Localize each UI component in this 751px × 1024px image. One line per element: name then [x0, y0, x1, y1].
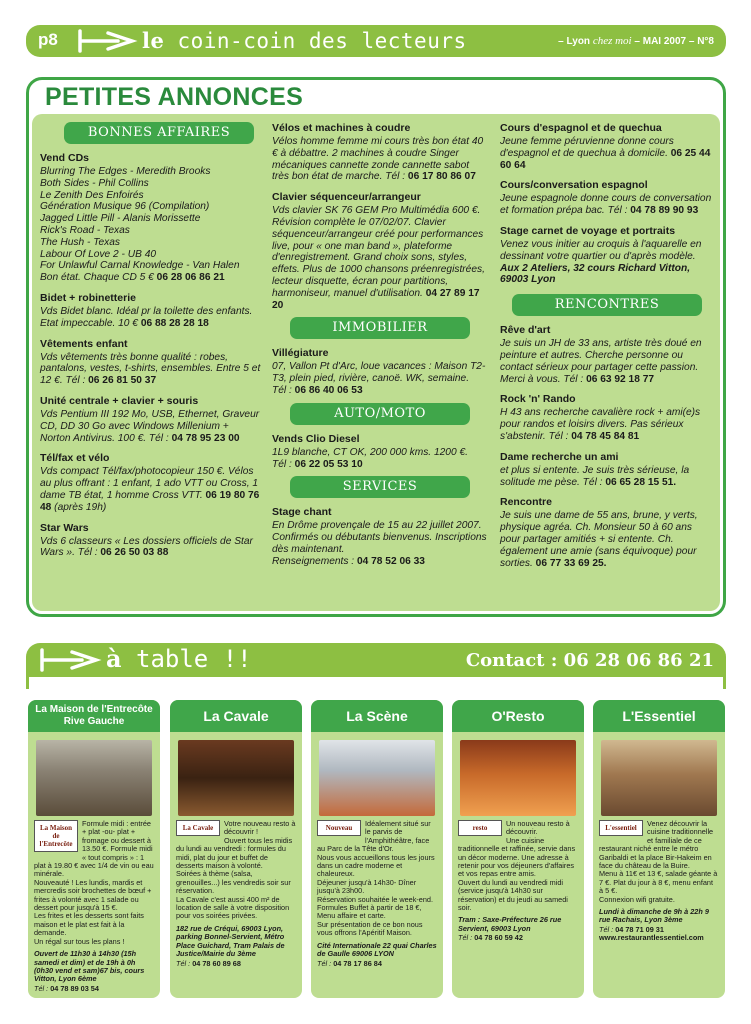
ad-phone-number: 04 78 45 84 81 — [571, 430, 640, 442]
classified-ad — [40, 338, 262, 387]
classifieds-column-2 — [272, 122, 487, 568]
ad-phone: Tél : 06 22 05 53 10 — [272, 458, 363, 470]
restaurant-description — [176, 820, 296, 968]
restaurant-address: 182 rue de Créqui, 69003 Lyon, parking Bonnel-Servient, Métro Place Guichard, Tram Palais de Justice/Mairie du 3ème — [176, 923, 285, 959]
section-bonnes-affaires: BONNES AFFAIRES — [64, 122, 254, 144]
classifieds-column-1 — [40, 122, 262, 559]
dining-title-bold: à — [106, 644, 122, 673]
section-services: SERVICES — [290, 476, 470, 498]
classified-ad — [272, 191, 487, 311]
restaurant-text: Venez découvrir la cuisine traditionnelle et familiale de ce restaurant niché entre le métro Garibaldi et la place Bir-Hakeim en face du château de la Buire. Menu à 11€ et 13 €, salade géante à 7 €. Plat du jour à 8 €, menu enfant à 5 €. Connexion wifi gratuite. — [599, 819, 718, 904]
restaurant-phone-number: 04 78 89 03 54 — [50, 983, 99, 993]
classified-ad — [40, 522, 262, 560]
ad-title: Vêtements enfant — [40, 337, 128, 350]
ad-phone-number: 06 26 81 50 37 — [88, 375, 157, 387]
ad-text: 1L9 blanche, CT OK, 200 000 kms. 1200 €. — [272, 446, 468, 458]
ad-address: Aux 2 Ateliers, 32 cours Richard Vitton, 69003 Lyon — [500, 262, 691, 286]
classified-ad — [500, 451, 712, 489]
restaurant-logo: resto — [458, 820, 502, 836]
classified-ad — [40, 452, 262, 513]
restaurant-description — [458, 820, 578, 943]
restaurant-logo: La Maison de l'Entrecôte — [34, 820, 78, 852]
ad-text: Vds vêtements très bonne qualité : robes, pantalons, vestes, t-shirts, ensembles. Entre 5 et 12 €. Tél : 06 26 81 50 37 — [40, 351, 261, 387]
ad-title: Star Wars — [40, 521, 89, 534]
restaurant-photo — [319, 740, 435, 816]
ad-text: Vds Pentium III 192 Mo, USB, Ethernet, Graveur CD, DD 30 Go avec Windows Millenium + Norton Antivirus. 100 €. Tél : 04 78 95 23 00 — [40, 408, 260, 444]
ad-phone-number: 06 17 80 86 07 — [407, 171, 476, 183]
dining-contact: Contact : 06 28 06 86 21 — [465, 650, 714, 671]
ad-title: Unité centrale + clavier + souris — [40, 394, 199, 407]
classified-ad — [40, 292, 262, 330]
ad-text-body: En Drôme provençale de 15 au 22 juillet 2007. Confirmés ou débutants bienvenus. Inscriptions dès maintenant. Renseignements : — [272, 520, 487, 567]
restaurant-name: La Maison de l'Entrecôte Rive Gauche — [35, 704, 153, 727]
ad-text: Vds clavier SK 76 GEM Pro Multimédia 600 €. Révision complète le 07/02/07. Clavier séquenceur/arrangeur créé pour performances live, pour « one man band », plateforme d'enregistrement. Grand choix sons, styles, effets. Plus de 1000 chansons préenregistrées, lecteur disquette, écran pour partitions, harmoniseur, manuel d'utilisation. 04 27 89 17 20 — [272, 205, 485, 311]
dining-title — [106, 644, 252, 673]
restaurant-card — [170, 700, 302, 998]
classifieds-column-3 — [500, 122, 712, 569]
restaurant-website: www.restaurantlessentiel.com — [599, 933, 704, 943]
ad-text: Vélos homme femme mi cours très bon état 40 € à débattre. 2 machines à coudre Singer mécaniques cannette zonde cannette sabot très bon état de marche. Tél : 06 17 80 86 07 — [272, 136, 484, 183]
ad-phone-number: 04 78 89 90 93 — [630, 205, 699, 217]
restaurant-phone: Tél : 04 78 60 89 68 — [176, 958, 241, 968]
restaurant-photo — [36, 740, 152, 816]
ad-text: H 43 ans recherche cavalière rock + ami(e)s pour randos et loisirs divers. Pas sérieux s'abstenir. Tél : 04 78 45 84 81 — [500, 407, 701, 442]
ad-text: et plus si entente. Je suis très sérieuse, la solitude me pèse. Tél : 06 65 28 15 51. — [500, 464, 690, 488]
ad-title: Dame recherche un ami — [500, 450, 619, 463]
classified-ad — [500, 324, 712, 385]
restaurant-photo — [460, 740, 576, 816]
meta-italic: chez moi — [592, 35, 632, 47]
immo-ad — [272, 347, 487, 396]
meta-issue: MAI 2007 – N°8 — [642, 36, 714, 47]
restaurant-logo: L'essentiel — [599, 820, 643, 836]
classified-ad — [500, 496, 712, 569]
ad-phone: Tél : 06 86 40 06 53 — [272, 384, 363, 396]
restaurant-card — [593, 700, 725, 998]
classifieds-title: PETITES ANNONCES — [45, 83, 304, 111]
restaurant-name-bar — [311, 700, 443, 732]
ad-title: Villégiature — [272, 347, 329, 360]
restaurant-logo: Nouveau — [317, 820, 361, 836]
ad-phone-number: 06 77 33 69 25. — [535, 557, 607, 569]
restaurant-name-bar — [170, 700, 302, 732]
restaurant-name-bar — [593, 700, 725, 732]
col3-ads — [500, 122, 712, 286]
ad-text — [272, 520, 487, 567]
ad-text: 07, Vallon Pt d'Arc, loue vacances : Maison T2-T3, plein pied, rivière, canoë. WK, semaine. — [272, 361, 486, 385]
restaurant-phone: Tél : 04 78 71 09 31 — [599, 924, 664, 934]
restaurant-address: Cité Internationale 22 quai Charles de Gaulle 69006 LYON — [317, 940, 437, 959]
ad-phone-number: 06 28 06 86 21 — [156, 272, 225, 284]
ad-text: Blurring The Edges - Meredith Brooks Both Sides - Phil Collins Le Zenith Des Enfoirés Génération Musique 96 (Compilation) Jagged Little Pill - Alanis Morissette Rick's Road - Texas The Hush - Texas Labour Of Love 2 - UB 40 For Unlawful Carnal Knowledge - Van Halen Bon état. Chaque CD 5 € 06 28 06 86 21 — [40, 166, 240, 284]
ad-phone-number: 06 65 28 15 51. — [605, 476, 677, 488]
classified-ad — [500, 122, 712, 171]
classified-ad — [40, 395, 262, 444]
rubric-bold: le — [142, 28, 165, 53]
restaurant-name: La Scène — [346, 708, 408, 724]
ad-text: Jeune espagnole donne cours de conversation et formation prépa bac. Tél : 04 78 89 90 93 — [500, 193, 712, 217]
restaurant-text: Un nouveau resto à découvrir. Une cuisine traditionnelle et raffinée, servie dans un décor moderne. Une adresse à retenir pour vos déjeuners d'affaires et vos repas entre amis. Ouvert du lundi au vendredi midi (service jusqu'à 14h30 sur réservation) et du jeudi au samedi soir. — [458, 819, 576, 913]
ad-phone-number: 06 22 05 53 10 — [294, 458, 363, 470]
restaurant-card — [28, 700, 160, 998]
dining-banner — [26, 643, 726, 677]
section-auto-moto: AUTO/MOTO — [290, 403, 470, 425]
ad-text: Vds Bidet blanc. Idéal pr la toilette des enfants. Etat impeccable. 10 € 06 88 28 28 18 — [40, 305, 253, 329]
restaurant-description — [34, 820, 154, 993]
restaurant-description — [317, 820, 437, 968]
ad-phone-number: 04 78 52 06 33 — [356, 555, 425, 567]
ad-text: Vds compact Tél/fax/photocopieur 150 €. Vélos au plus offrant : 1 enfant, 1 ado VTT ou Cross, 1 dame TB état, 1 homme Cross VTT. 06 19 80 76 48 (après 19h) — [40, 466, 260, 513]
classified-ad — [500, 225, 712, 286]
classified-ad — [272, 122, 487, 183]
ad-text: Venez vous initier au croquis à l'aquarelle en dessinant votre quartier ou d'après modèle. — [500, 238, 702, 262]
issue-meta: – Lyon chez moi – MAI 2007 – N°8 — [558, 35, 714, 47]
restaurant-card — [311, 700, 443, 998]
auto-ad — [272, 433, 487, 471]
ad-title: Tél/fax et vélo — [40, 452, 110, 465]
classified-ad — [500, 179, 712, 217]
ad-title: Vélos et machines à coudre — [272, 122, 411, 134]
restaurant-name: La Cavale — [203, 708, 269, 724]
ad-phone-number: 06 86 40 06 53 — [294, 384, 363, 396]
ad-title: Rencontre — [500, 496, 552, 509]
restaurant-name-bar — [452, 700, 584, 732]
restaurant-photo — [601, 740, 717, 816]
ad-title: Vend CDs — [40, 152, 90, 164]
ad-text: Je suis un JH de 33 ans, artiste très doué en peinture et autres. Cherche personne ou contact sérieux pour partager cette passion. Merci à vous. Tél : 06 63 92 18 77 — [500, 338, 702, 385]
ad-phone-number: 06 88 28 28 18 — [140, 317, 209, 329]
dining-title-rest: table !! — [121, 645, 252, 673]
meta-city: Lyon — [566, 36, 591, 47]
ad-phone-number: 06 63 92 18 77 — [586, 373, 655, 385]
ad-phone-number: 06 26 50 03 88 — [100, 547, 169, 559]
col2-ads — [272, 122, 487, 311]
restaurant-logo: La Cavale — [176, 820, 220, 836]
ad-phone-number: 06 25 44 60 64 — [500, 147, 711, 171]
ad-phone-number: 04 27 89 17 20 — [272, 287, 480, 311]
rubric-rest: coin-coin des lecteurs — [164, 29, 467, 53]
restaurant-phone-number: 04 78 71 09 31 — [615, 924, 664, 934]
rencontres-ads — [500, 324, 712, 569]
ad-title: Clavier séquenceur/arrangeur — [272, 191, 421, 204]
section-immobilier: IMMOBILIER — [290, 317, 470, 339]
arrow-icon — [78, 29, 138, 53]
ad-title: Bidet + robinetterie — [40, 291, 136, 304]
restaurant-name: O'Resto — [491, 708, 545, 724]
restaurant-phone: Tél : 04 78 89 03 54 — [34, 983, 99, 993]
restaurant-description — [599, 820, 719, 943]
classified-ad — [40, 152, 262, 284]
restaurant-photo — [178, 740, 294, 816]
restaurant-text: Votre nouveau resto à découvrir ! Ouvert tous les midis du lundi au vendredi : formules du midi, plat du jour et buffet de desserts maison à volonté. Soirées à thème (salsa, grenouilles...) les vendredis soir sur réservation. La Cavale c'est aussi 400 m² de location de salle à votre disposition pour vos soirées privées. — [176, 819, 296, 921]
ad-phone-number: 06 19 80 76 48 — [40, 489, 260, 513]
page-header — [26, 25, 726, 57]
restaurant-address: Ouvert de 11h30 à 14h30 (15h samedi et dim) et de 19h à 0h (0h30 vend et sam)67 bis, cours Vitton, Lyon 6ème — [34, 949, 145, 984]
restaurant-text: Formule midi : entrée + plat -ou- plat + fromage ou dessert à 13.50 €. Formule midi « tout compris » : 1 plat à 19.80 € avec 1/4 de vin ou eau minérale. Nouveauté ! Les lundis, mardis et mercredis soir brochettes de bœuf + frites à volonté avec 1 salade ou dessert pour jusqu'à 15 €. Les frites et les desserts sont faits maison et le plat est fait à la demande. Un régal sur tous les plans ! — [34, 819, 154, 946]
arrow-icon — [40, 648, 102, 672]
ad-text: Je suis une dame de 55 ans, brune, y verts, physique agréa. Ch. Monsieur 50 à 60 ans pour partager amitiés + si entente. Ch. également une amie (sans équivoque) pour sorties. 06 77 33 69 25. — [500, 510, 698, 569]
ad-text: Vds 6 classeurs « Les dossiers officiels de Star Wars ». Tél : 06 26 50 03 88 — [40, 535, 253, 559]
ad-title: Vends Clio Diesel — [272, 432, 360, 445]
ad-title: Rêve d'art — [500, 324, 551, 337]
services-ad — [272, 506, 487, 567]
restaurant-phone-number: 04 78 60 59 42 — [474, 933, 523, 943]
restaurant-phone: Tél : 04 78 17 86 84 — [317, 958, 382, 968]
ad-text: Jeune femme péruvienne donne cours d'espagnol et de quechua à domicile. 06 25 44 60 64 — [500, 136, 711, 171]
restaurant-phone-number: 04 78 17 86 84 — [333, 958, 382, 968]
restaurant-address: Tram : Saxe-Préfecture 26 rue Servient, 69003 Lyon — [458, 915, 562, 933]
ad-title: Cours d'espagnol et de quechua — [500, 122, 662, 134]
restaurant-name: L'Essentiel — [622, 708, 696, 724]
ad-phone-number: 04 78 95 23 00 — [171, 432, 240, 444]
ad-title: Stage chant — [272, 506, 332, 519]
classifieds-box — [26, 77, 726, 617]
restaurant-phone: Tél : 04 78 60 59 42 — [458, 933, 523, 943]
restaurant-name-bar — [28, 700, 160, 732]
page-number: p8 — [38, 30, 58, 49]
restaurant-text: Idéalement situé sur le parvis de l'Amphithéâtre, face au Parc de la Tête d'Or. Nous vous accueillons tous les jours dans un cadre moderne et chaleureux. Déjeuner jusqu'à 14h30- Dîner jusqu'à 23h00. Réservation souhaitée le week-end. Formules Buffet à partir de 18 €, Menu affaire et carte. Sur présentation de ce bon nous vous offrons l'Apéritif Maison. — [317, 819, 435, 938]
rubric-title — [142, 28, 467, 53]
classified-ad — [500, 393, 712, 442]
col1-ads — [40, 152, 262, 559]
banner-rule — [26, 677, 726, 689]
ad-title: Rock 'n' Rando — [500, 393, 576, 406]
ad-title: Stage carnet de voyage et portraits — [500, 224, 676, 237]
classifieds-panel — [32, 114, 720, 611]
section-rencontres: RENCONTRES — [512, 294, 702, 316]
restaurant-phone-number: 04 78 60 89 68 — [192, 958, 241, 968]
restaurant-address: Lundi à dimanche de 9h à 22h 9 rue Rachais, Lyon 3ème — [599, 907, 709, 925]
restaurant-card — [452, 700, 584, 998]
ad-title: Cours/conversation espagnol — [500, 179, 648, 192]
